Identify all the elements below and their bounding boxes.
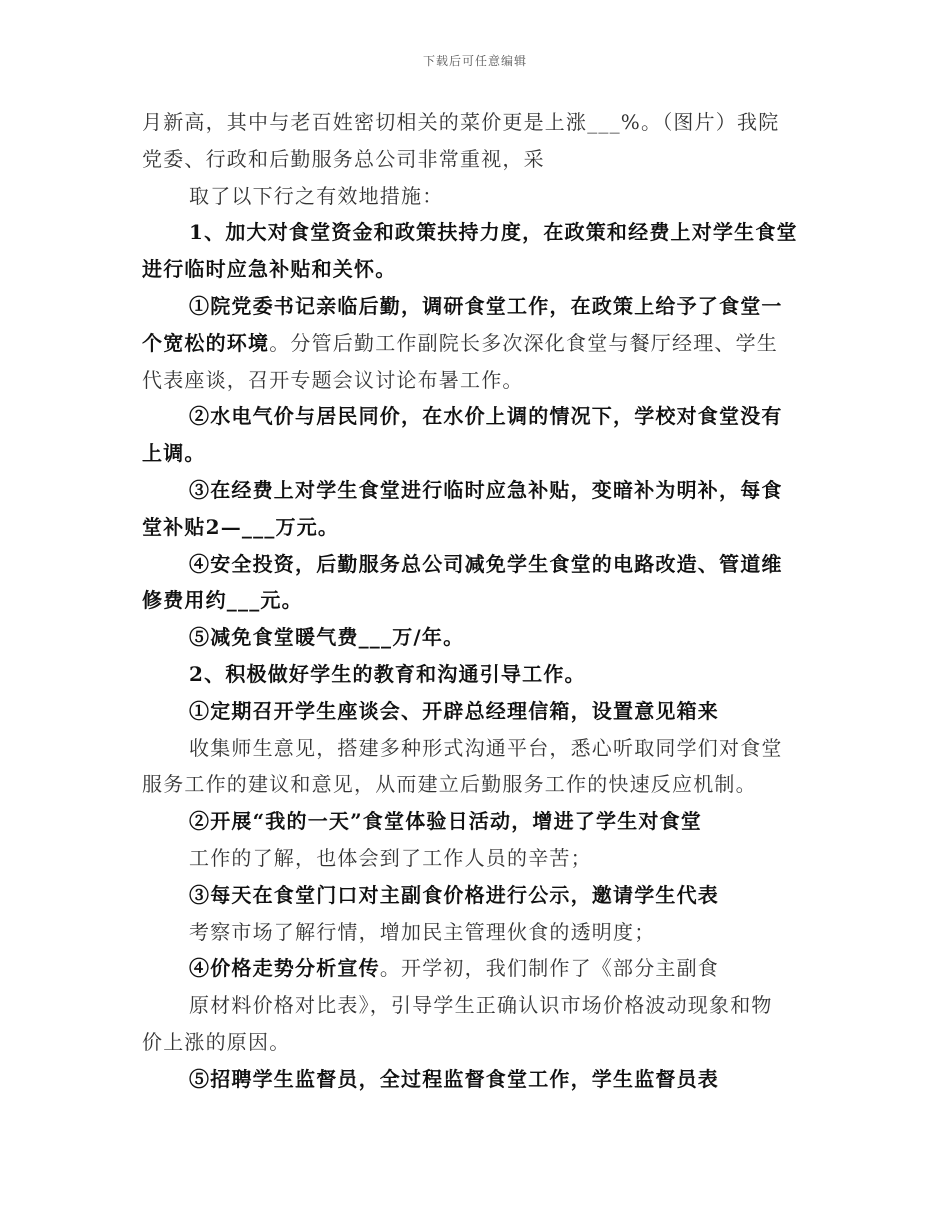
text-line [142, 950, 812, 987]
bold-text-segment: 个宽松的环境 [142, 330, 270, 355]
text-line [142, 325, 812, 362]
text-line [142, 141, 812, 178]
bold-text-segment: ②水电气价与居民同价，在水价上调的情况下，学校对食堂没有 [189, 404, 783, 429]
text-segment: 服务工作的建议和意见，从而建立后勤服务工作的快速反应机制。 [142, 772, 757, 797]
bold-text-segment: ③在经费上对学生食堂进行临时应急补贴，变暗补为明补，每食 [189, 477, 783, 502]
bold-text-segment: 上调。 [142, 441, 206, 466]
text-line [142, 619, 812, 656]
bold-text-segment: ⑤减免食堂暖气费___万/年。 [189, 625, 465, 650]
text-line [142, 104, 812, 141]
text-line [142, 178, 812, 215]
bold-text-segment: ④安全投资，后勤服务总公司减免学生食堂的电路改造、管道维 [189, 551, 783, 576]
bold-text-segment: ②开展“我的一天”食堂体验日活动，增进了学生对食堂 [189, 809, 703, 834]
bold-text-segment: 1、加大对食堂资金和政策扶持力度，在政策和经费上对学生食堂 [189, 220, 798, 245]
text-line [142, 730, 812, 767]
text-line [142, 1024, 812, 1061]
text-line [142, 1061, 812, 1098]
text-segment: 。分管后勤工作副院长多次深化食堂与餐厅经理、学生 [269, 330, 779, 355]
text-line [142, 362, 812, 399]
text-segment: 代表座谈，召开专题会议讨论布暑工作。 [142, 367, 524, 392]
text-line [142, 987, 812, 1024]
text-line [142, 288, 812, 325]
text-line [142, 877, 812, 914]
text-segment: 工作的了解，也体会到了工作人员的辛苦； [189, 845, 592, 870]
bold-text-segment: ①院党委书记亲临后勤，调研食堂工作，在政策上给予了食堂一 [189, 293, 783, 318]
text-line [142, 472, 812, 509]
document-body [142, 104, 812, 1098]
text-segment: 党委、行政和后勤服务总公司非常重视，采 [142, 146, 545, 171]
bold-text-segment: 2、积极做好学生的教育和沟通引导工作。 [189, 661, 586, 686]
text-segment: 价上涨的原因。 [142, 1029, 291, 1054]
text-segment: 收集师生意见，搭建多种形式沟通平台，悉心听取同学们对食堂 [189, 735, 783, 760]
bold-text-segment: ④价格走势分析宣传 [189, 956, 380, 981]
text-line [142, 509, 812, 546]
bold-text-segment: 修费用约___元。 [142, 588, 303, 613]
text-segment: 。开学初，我们制作了《部分主副食 [379, 956, 720, 981]
bold-text-segment: ①定期召开学生座谈会、开辟总经理信箱，设置意见箱来 [189, 698, 719, 723]
text-line [142, 214, 812, 251]
text-segment: 取了以下行之有效地措施： [189, 183, 444, 208]
bold-text-segment: 堂补贴2—___万元。 [142, 514, 340, 539]
page-header: 下载后可任意编辑 [422, 54, 527, 68]
bold-text-segment: ⑤招聘学生监督员，全过程监督食堂工作，学生监督员表 [189, 1066, 719, 1091]
text-line [142, 582, 812, 619]
text-line [142, 546, 812, 583]
text-line [142, 398, 812, 435]
text-segment: 考察市场了解行情，增加民主管理伙食的透明度； [189, 919, 656, 944]
text-line [142, 435, 812, 472]
text-line [142, 803, 812, 840]
text-segment: 月新高，其中与老百姓密切相关的菜价更是上涨___%。（图片）我院 [142, 110, 780, 134]
text-line [142, 693, 812, 730]
text-segment: 原材料价格对比表》，引导学生正确认识市场价格波动现象和物 [189, 993, 773, 1018]
text-line [142, 251, 812, 288]
text-line [142, 914, 812, 951]
text-line [142, 766, 812, 803]
bold-text-segment: 进行临时应急补贴和关怀。 [142, 257, 397, 282]
text-line [142, 656, 812, 693]
bold-text-segment: ③每天在食堂门口对主副食价格进行公示，邀请学生代表 [189, 882, 719, 907]
text-line [142, 840, 812, 877]
